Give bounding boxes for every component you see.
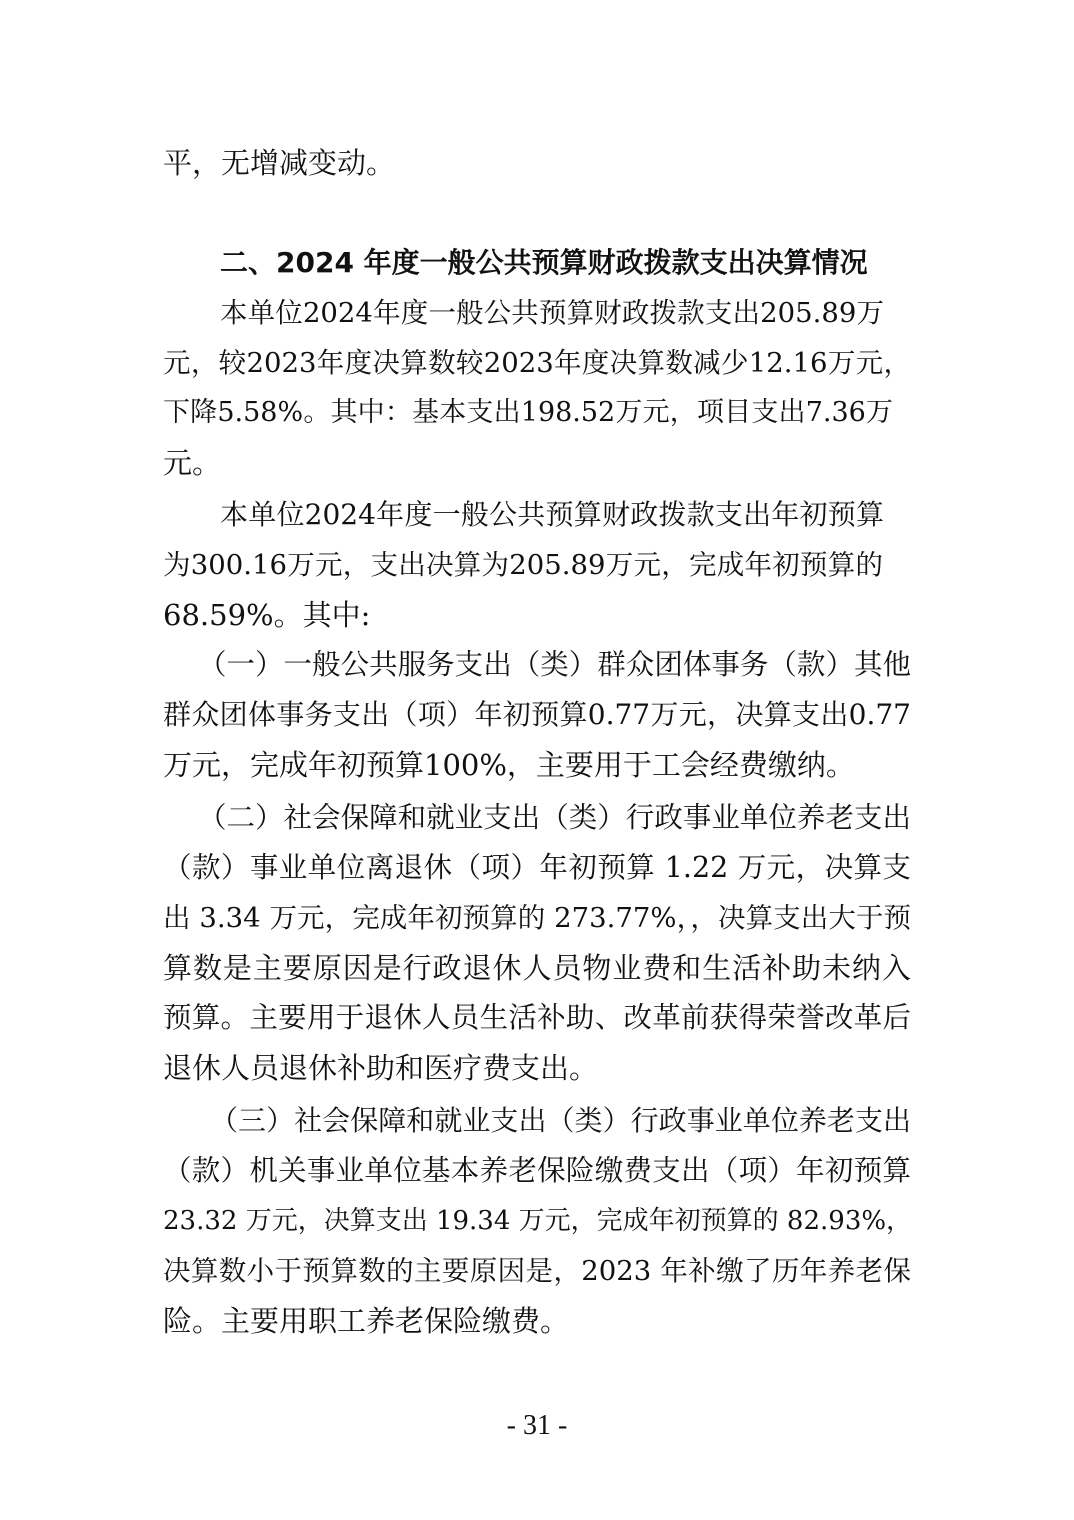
paragraph-line: （三）社会保障和就业支出（类）行政事业单位养老支出 bbox=[210, 1104, 911, 1137]
paragraph-line: （款）事业单位离退休（项）年初预算 1.22 万元，决算支 bbox=[163, 851, 911, 884]
paragraph-line: （一）一般公共服务支出（类）群众团体事务（款）其他 bbox=[198, 648, 911, 681]
paragraph-line: 为300.16万元，支出决算为205.89万元，完成年初预算的 bbox=[163, 549, 883, 581]
paragraph-line: 23.32 万元，决算支出 19.34 万元，完成年初预算的 82.93%， bbox=[163, 1206, 913, 1236]
paragraph-line: （二）社会保障和就业支出（类）行政事业单位养老支出 bbox=[198, 801, 911, 834]
paragraph-line: 万元，完成年初预算100%，主要用于工会经费缴纳。 bbox=[163, 748, 855, 782]
paragraph-line: 预算。主要用于退休人员生活补助、改革前获得荣誉改革后 bbox=[163, 1001, 911, 1034]
page-number: - 31 - bbox=[506, 1410, 568, 1441]
paragraph-line: 68.59%。其中: bbox=[163, 598, 371, 632]
paragraph-line: 算数是主要原因是行政退休人员物业费和生活补助未纳入 bbox=[163, 951, 911, 985]
paragraph-line: 本单位2024年度一般公共预算财政拨款支出年初预算 bbox=[220, 498, 884, 531]
paragraph-line: 本单位2024年度一般公共预算财政拨款支出205.89万 bbox=[220, 297, 884, 329]
paragraph-line: 出 3.34 万元，完成年初预算的 273.77%，，决算支出大于预 bbox=[163, 902, 911, 934]
section-heading: 二、2024 年度一般公共预算财政拨款支出决算情况 bbox=[220, 246, 868, 279]
paragraph-line: 退休人员退休补助和医疗费支出。 bbox=[163, 1051, 599, 1085]
paragraph-line: 元，较2023年度决算数较2023年度决算数减少12.16万元， bbox=[163, 347, 911, 379]
paragraph-line: 下降5.58%。其中：基本支出198.52万元，项目支出7.36万 bbox=[163, 397, 893, 428]
paragraph-line: （款）机关事业单位基本养老保险缴费支出（项）年初预算 bbox=[163, 1154, 911, 1187]
paragraph-line: 群众团体事务支出（项）年初预算0.77万元，决算支出0.77 bbox=[163, 698, 911, 731]
paragraph-line: 决算数小于预算数的主要原因是，2023 年补缴了历年养老保 bbox=[163, 1255, 911, 1287]
paragraph-line: 险。主要用职工养老保险缴费。 bbox=[163, 1304, 570, 1338]
carry-over-line: 平，无增减变动。 bbox=[163, 146, 396, 180]
paragraph-line: 元。 bbox=[163, 446, 222, 480]
